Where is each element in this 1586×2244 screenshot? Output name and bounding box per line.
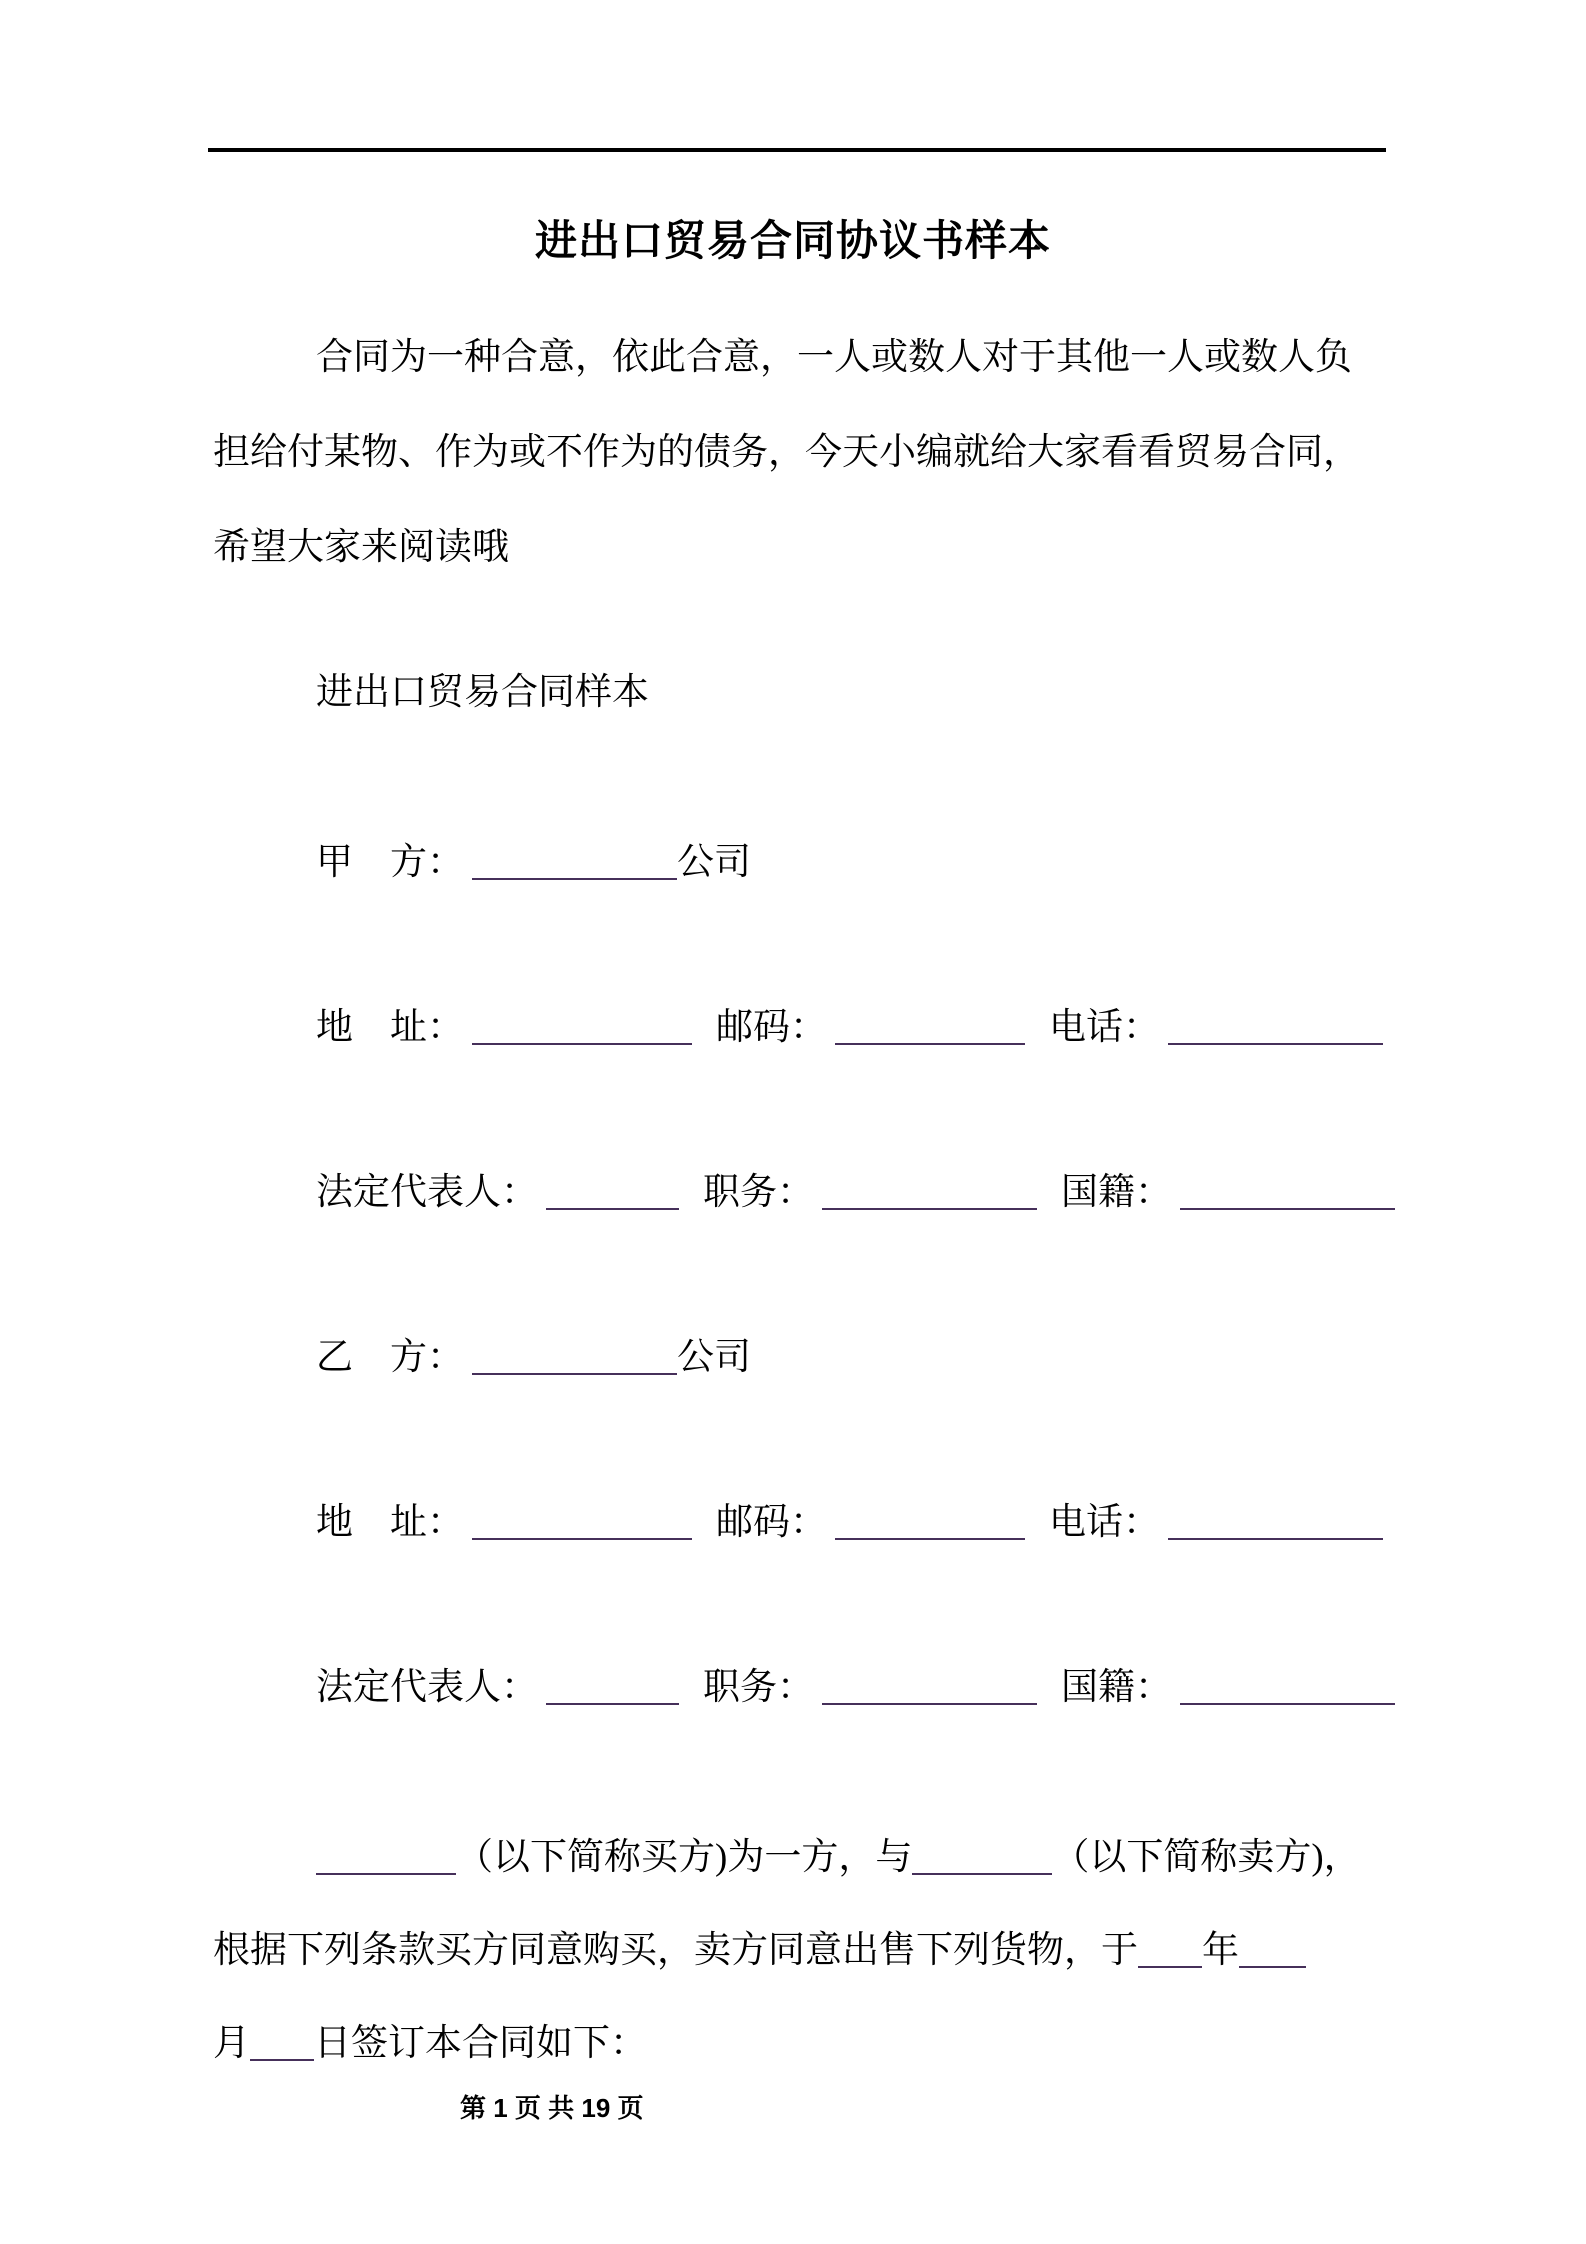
- buyer-name-blank[interactable]: [316, 1837, 456, 1875]
- month-label: 月: [213, 2023, 250, 2064]
- party-b-zip-blank[interactable]: [835, 1502, 1025, 1540]
- closing-line-2-text-1: 根据下列条款买方同意购买，卖方同意出售下列货物，于: [213, 1930, 1138, 1971]
- party-a-nationality-blank[interactable]: [1180, 1172, 1395, 1210]
- closing-line-2: [213, 1926, 1413, 1976]
- intro-line-3: 希望大家来阅读哦: [213, 527, 509, 568]
- legal-rep-label: 法定代表人：: [316, 1667, 538, 1708]
- party-b-label: 乙 方：: [316, 1337, 464, 1378]
- party-a-row: [316, 838, 751, 888]
- zip-label: 邮码：: [716, 1007, 827, 1048]
- page-number-footer: 第 1 页 共 19 页: [460, 2093, 644, 2123]
- legal-rep-label: 法定代表人：: [316, 1172, 538, 1213]
- party-a-name-blank[interactable]: [472, 842, 677, 880]
- party-a-label: 甲 方：: [316, 842, 464, 883]
- intro-line-2: 担给付某物、作为或不作为的债务，今天小编就给大家看看贸易合同，: [213, 432, 1360, 473]
- closing-line-1-text-1: （以下简称买方)为一方，与: [456, 1837, 913, 1878]
- year-blank[interactable]: [1138, 1930, 1202, 1968]
- party-b-name-blank[interactable]: [472, 1337, 677, 1375]
- party-b-address-row: [316, 1498, 1383, 1548]
- party-b-title-blank[interactable]: [822, 1667, 1037, 1705]
- month-blank[interactable]: [1239, 1930, 1306, 1968]
- closing-line-1: [213, 1833, 1413, 1883]
- party-a-suffix: 公司: [677, 842, 751, 883]
- day-blank[interactable]: [250, 2023, 314, 2061]
- intro-line-1: 合同为一种合意，依此合意，一人或数人对于其他一人或数人负: [316, 337, 1352, 378]
- party-a-rep-blank[interactable]: [546, 1172, 679, 1210]
- nationality-label: 国籍：: [1061, 1172, 1172, 1213]
- document-title: 进出口贸易合同协议书样本: [534, 219, 1051, 265]
- party-a-phone-blank[interactable]: [1168, 1007, 1383, 1045]
- document-subtitle: 进出口贸易合同样本: [316, 672, 649, 713]
- party-a-title-blank[interactable]: [822, 1172, 1037, 1210]
- party-b-row: [316, 1333, 751, 1383]
- phone-label: 电话：: [1049, 1007, 1160, 1048]
- closing-line-3-text-2: 日签订本合同如下：: [314, 2023, 647, 2064]
- closing-line-3: [213, 2019, 1413, 2069]
- party-b-rep-blank[interactable]: [546, 1667, 679, 1705]
- party-a-zip-blank[interactable]: [835, 1007, 1025, 1045]
- job-title-label: 职务：: [703, 1667, 814, 1708]
- address-label: 地 址：: [316, 1007, 464, 1048]
- closing-line-1-text-2: （以下简称卖方)，: [1052, 1837, 1361, 1878]
- party-b-address-blank[interactable]: [472, 1502, 692, 1540]
- party-a-address-blank[interactable]: [472, 1007, 692, 1045]
- party-b-phone-blank[interactable]: [1168, 1502, 1383, 1540]
- party-a-address-row: [316, 1003, 1383, 1053]
- header-rule: [208, 148, 1386, 152]
- zip-label: 邮码：: [716, 1502, 827, 1543]
- nationality-label: 国籍：: [1061, 1667, 1172, 1708]
- party-b-rep-row: [316, 1663, 1395, 1713]
- year-label: 年: [1202, 1930, 1239, 1971]
- party-b-suffix: 公司: [677, 1337, 751, 1378]
- job-title-label: 职务：: [703, 1172, 814, 1213]
- phone-label: 电话：: [1049, 1502, 1160, 1543]
- seller-name-blank[interactable]: [912, 1837, 1052, 1875]
- party-b-nationality-blank[interactable]: [1180, 1667, 1395, 1705]
- party-a-rep-row: [316, 1168, 1395, 1218]
- address-label: 地 址：: [316, 1502, 464, 1543]
